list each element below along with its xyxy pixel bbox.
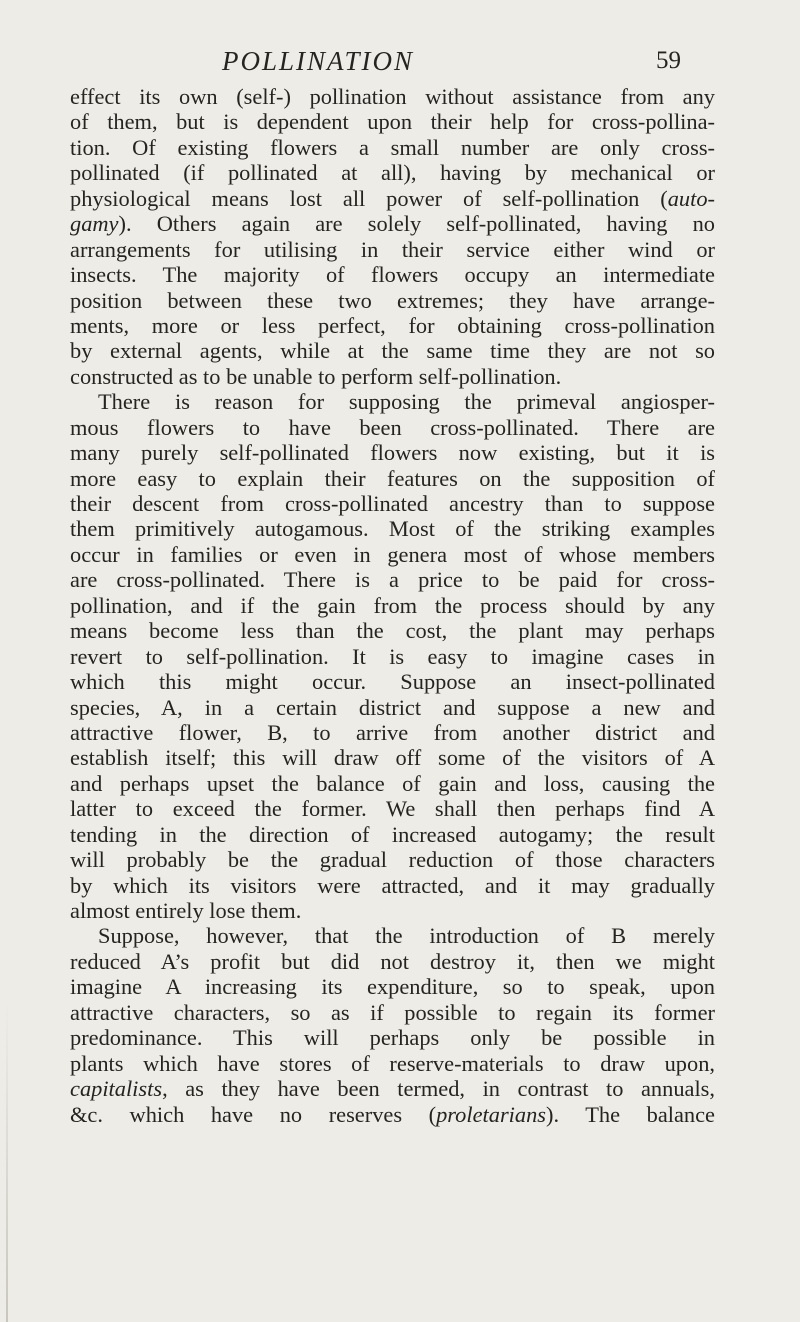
text-line: them primitively autogamous. Most of the striking examples xyxy=(70,516,715,542)
text-line: plants which have stores of reserve-materials to draw upon, xyxy=(70,1050,715,1076)
text-line: predominance. This will perhaps only be possible in xyxy=(70,1025,715,1051)
text-line: There is reason for supposing the primeval angiosper- xyxy=(98,389,715,415)
text-line xyxy=(70,1102,715,1127)
text-line: ments, more or less perfect, for obtaining cross-pollination xyxy=(70,312,715,338)
text-run: ). Others again are solely self-pollinated, having no xyxy=(118,211,715,237)
text-line: which this might occur. Suppose an insect-pollinated xyxy=(70,669,715,695)
text-line: constructed as to be unable to perform self-pollination. xyxy=(70,363,562,389)
text-line: revert to self-pollination. It is easy to imagine cases in xyxy=(70,643,715,669)
text-line xyxy=(70,186,715,211)
text-line: arrangements for utilising in their service either wind or xyxy=(70,236,715,262)
text-line: many purely self-pollinated flowers now existing, but it is xyxy=(70,440,715,466)
text-line: position between these two extremes; they have arrange- xyxy=(70,287,715,313)
text-line: Suppose, however, that the introduction of B merely xyxy=(98,923,715,949)
text-line: by which its visitors were attracted, and it may gradually xyxy=(70,872,715,898)
text-run: ). The balance xyxy=(545,1101,715,1127)
text-line: effect its own (self-) pollination without assistance from any xyxy=(70,84,715,109)
italic-term: auto- xyxy=(667,185,715,211)
text-line: reduced A’s profit but did not destroy it, then we might xyxy=(70,948,715,974)
page-number: 59 xyxy=(656,47,681,74)
running-title: POLLINATION xyxy=(222,46,415,76)
text-line: will probably be the gradual reduction of those characters xyxy=(70,847,715,873)
text-line: of them, but is dependent upon their help for cross-pollina- xyxy=(70,109,715,135)
body-text xyxy=(70,84,715,1127)
text-line: almost entirely lose them. xyxy=(70,898,302,923)
italic-term: capitalists xyxy=(70,1076,163,1102)
text-run: physiological means lost all power of self-pollination ( xyxy=(70,185,668,211)
text-line: imagine A increasing its expenditure, so to speak, upon xyxy=(70,974,715,1000)
text-line: pollinated (if pollinated at all), having by mechanical or xyxy=(70,160,715,186)
text-run: , as they have been termed, in contrast to annuals, xyxy=(162,1076,715,1102)
text-line xyxy=(70,1076,715,1101)
text-line: and perhaps upset the balance of gain and loss, causing the xyxy=(70,770,715,796)
text-line: by external agents, while at the same time they are not so xyxy=(70,338,715,364)
text-line: species, A, in a certain district and suppose a new and xyxy=(70,694,715,720)
text-run: &c. which have no reserves ( xyxy=(70,1101,437,1127)
page-edge-shadow xyxy=(6,1000,8,1322)
text-line: attractive flower, B, to arrive from another district and xyxy=(70,719,715,745)
text-line: tending in the direction of increased autogamy; the result xyxy=(70,821,715,847)
text-line: attractive characters, so as if possible to regain its former xyxy=(70,999,715,1025)
text-line: latter to exceed the former. We shall then perhaps find A xyxy=(70,796,715,822)
text-line: pollination, and if the gain from the process should by any xyxy=(70,592,715,618)
text-line xyxy=(70,211,715,236)
text-line: tion. Of existing flowers a small number are only cross- xyxy=(70,134,715,160)
italic-term: proletarians xyxy=(436,1101,546,1127)
text-line: insects. The majority of flowers occupy an intermediate xyxy=(70,262,715,288)
text-line: establish itself; this will draw off some of the visitors of A xyxy=(70,745,715,771)
italic-term: gamy xyxy=(70,211,119,237)
text-line: more easy to explain their features on the supposition of xyxy=(70,465,715,491)
text-line: means become less than the cost, the plant may perhaps xyxy=(70,618,715,644)
text-line: are cross-pollinated. There is a price to be paid for cross- xyxy=(70,567,715,593)
text-line: occur in families or even in genera most of whose members xyxy=(70,541,715,567)
text-line: their descent from cross-pollinated ancestry than to suppose xyxy=(70,491,715,516)
text-line: mous flowers to have been cross-pollinated. There are xyxy=(70,414,715,440)
